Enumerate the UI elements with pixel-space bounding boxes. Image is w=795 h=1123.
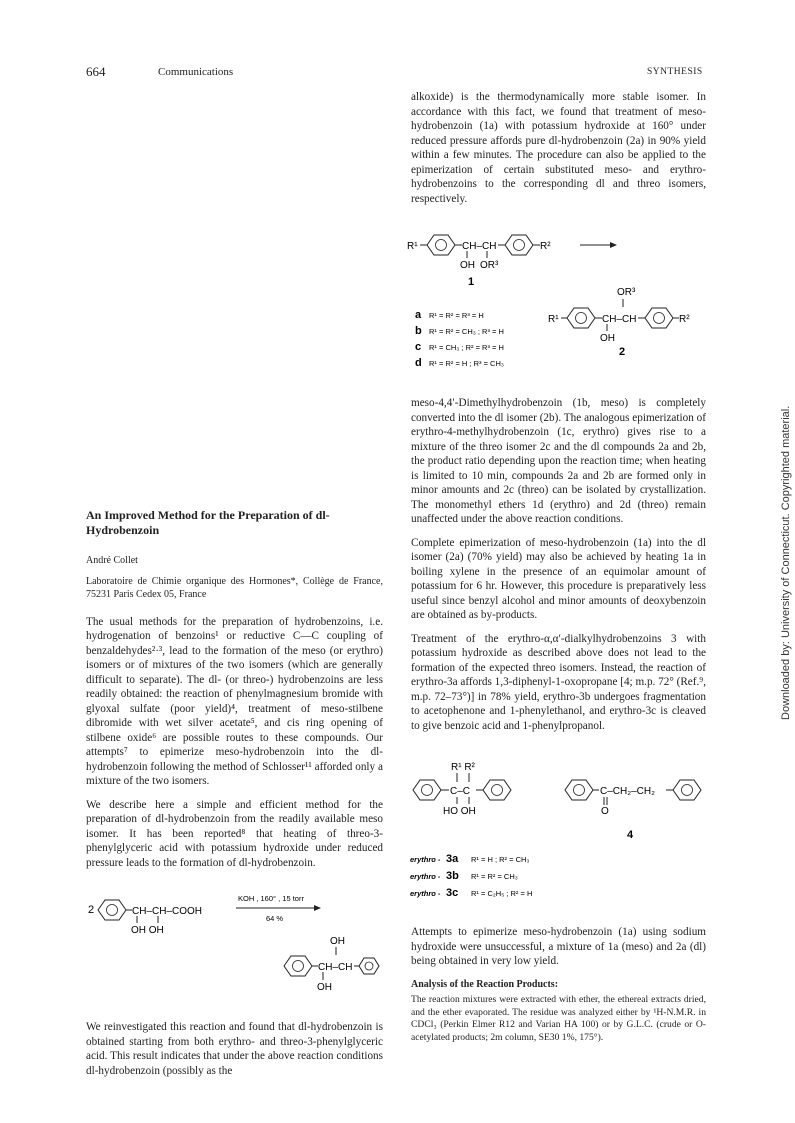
oh-top-label: OH: [330, 936, 345, 947]
paragraph: Treatment of the erythro-α,α′-dialkylhydrobenzoins 3 with potassium hydroxide as described above does not lead to the formation of the expected threo isomers. Instead, the reaction of erythro-3a affords 1,3-diphenyl-1-oxopropane [4; m.p. 72° (Ref.⁹, m.p. 72–73°)] in 78% yield, erythro-3b undergoes fragmentation to acetophenone and 1-phenylethanol, and erythro-3c is cleaved to give benzoic acid and 1-phenylpropanol.: [411, 632, 706, 732]
paragraph: Complete epimerization of meso-hydrobenzoin (1a) into the dl isomer (2a) (70% yield) may also be achieved by heating 1a in boiling xylene in the presence of an equimolar amount of potassium for 6 hr. However, this procedure is preparatively less useful since benzyl alcohol and minor amounts of deoxybenzoin are obtained as by-products.: [411, 536, 706, 621]
row-prefix: erythro -: [410, 855, 441, 864]
row-label: c: [415, 341, 422, 353]
analysis-text: The reaction mixtures were extracted with ether, the ethereal extracts dried, and the ether evaporated. The residue was analyzed either by ¹H-N.M.R. in CDCl₃ (Perkin Elmer R12 and Varian HA 100) or by G.L.C. (crude or O-acetylated products; 2m column, SE30 1%, 175°).: [411, 994, 706, 1043]
row-text: R¹ = CH₃ ; R² = R³ = H: [429, 343, 504, 352]
row-label: 3b: [446, 870, 459, 882]
benzene-ring: [673, 780, 701, 800]
row-label: 3c: [446, 887, 459, 899]
row-label: a: [415, 309, 422, 321]
compound-number-4: 4: [627, 829, 634, 841]
analysis-heading: Analysis of the Reaction Products:: [411, 978, 559, 990]
compound-number-2: 2: [619, 346, 626, 358]
r2-label: R²: [540, 241, 551, 252]
right-column-bottom: [411, 925, 706, 1044]
benzene-ring: [359, 958, 379, 974]
conditions-label: KOH , 160° , 15 torr: [238, 894, 304, 903]
or3-top-label: OR³: [617, 287, 636, 298]
substituent-list: [410, 853, 532, 899]
row-text: R¹ = R² = CH₃ ; R³ = H: [429, 327, 504, 336]
benzene-ring: [483, 780, 511, 800]
row-text: R¹ = R² = R³ = H: [429, 311, 484, 320]
article-title: An Improved Method for the Preparation of dl-Hydrobenzoin: [86, 508, 330, 537]
row-text: R¹ = H ; R² = CH₃: [471, 855, 530, 864]
left-column-bottom: [86, 1020, 383, 1087]
author: André Collet: [86, 555, 138, 566]
paragraph: We reinvestigated this reaction and found that dl-hydrobenzoin is obtained starting from both erythro- and threo-3-phenylglyceric acid. This result indicates that under the above reaction conditions dl-hydrobenzoin (possibly as the: [86, 1021, 383, 1077]
yield-label: 64 %: [266, 914, 284, 923]
substituent-list: [415, 309, 504, 369]
reaction-scheme-1: [405, 225, 725, 375]
chch-label: CH–CH: [462, 241, 497, 252]
chch-label: CH–CH: [602, 314, 637, 325]
r2-label: R²: [679, 314, 690, 325]
benzene-ring: [567, 308, 595, 328]
row-label: d: [415, 357, 422, 369]
right-column-top: [411, 90, 706, 215]
page-number: 664: [86, 64, 106, 79]
benzene-ring: [284, 956, 312, 976]
download-watermark: Downloaded by: University of Connecticut. Copyrighted material.: [780, 405, 792, 720]
paragraph: Attempts to epimerize meso-hydrobenzoin (1a) using sodium hydroxide were unsuccessful, a mixture of 1a (meso) and 2a (dl) being obtained in very low yield.: [411, 926, 706, 967]
acid-label: CH–CH–COOH: [132, 906, 203, 917]
row-prefix: erythro -: [410, 889, 441, 898]
paragraph: alkoxide) is the thermodynamically more stable isomer. In accordance with this fact, we found that treatment of meso-hydrobenzoin (1a) with potassium hydroxide at 160° under reduced pressure affords pure dl-hydrobenzoin (2a) in 90% yield within a few minutes. The procedure can also be applied to the epimerization of certain substituted meso- and erythro-hydrobenzoins to the corresponding dl and threo isomers, respectively.: [411, 91, 706, 205]
reaction-scheme-2: [405, 760, 725, 900]
oh-label: OH: [460, 260, 475, 271]
left-column: [86, 508, 383, 879]
reaction-scheme-3: [86, 888, 386, 993]
section-title: Communications: [158, 66, 234, 78]
paragraph: We describe here a simple and efficient method for the preparation of dl-hydrobenzoin from the readily available meso isomer. It has been reported⁸ that heating of threo-3-phenylglyceric acid with potassium hydroxide under reduced pressure leads to the formation of dl-hydrobenzoin.: [86, 798, 383, 869]
benzene-ring: [645, 308, 673, 328]
oh-bottom-label: OH: [600, 333, 615, 344]
row-prefix: erythro -: [410, 872, 441, 881]
chch-label: CH–CH: [318, 962, 353, 973]
cc-label: C–C: [450, 786, 471, 797]
oh-bottom-label: OH: [317, 982, 332, 993]
benzene-ring: [413, 780, 441, 800]
paragraph: The usual methods for the preparation of hydrobenzoins, i.e. hydrogenation of benzoins¹ or reductive C—C coupling of benzaldehydes²·³, lead to the formation of the meso (or erythro) isomers or of mixtures of the two isomers (which are generally difficult to separate). The dl- (or threo-) hydrobenzoins are less readily obtained: the reaction of phenylmagnesium bromide with glyoxal sulfate (poor yield)⁴, treatment of meso-stilbene dibromide with wet silver acetate⁵, and cis ring opening of stilbene oxide⁶ are possible routes to these compounds. Our attempts⁷ to epimerize meso-hydrobenzoin into the dl-hydrobenzoin following the method of Schlosser¹¹ afforded only a mixture of the two isomers.: [86, 615, 383, 787]
row-label: 3a: [446, 853, 459, 865]
journal-name: SYNTHESIS: [647, 67, 703, 77]
row-text: R¹ = C₂H₅ ; R² = H: [471, 889, 533, 898]
benzene-ring: [505, 235, 533, 255]
affiliation: Laboratoire de Chimie organique des Hormones*, Collège de France, 75231 Paris Cedex 05, France: [86, 575, 383, 600]
r1-label: R¹: [407, 241, 418, 252]
row-label: b: [415, 325, 422, 337]
ho-oh-label: HO OH: [443, 806, 476, 817]
row-text: R¹ = R² = CH₃: [471, 872, 518, 881]
r1r2-label: R¹ R²: [451, 762, 475, 773]
benzene-ring: [565, 780, 593, 800]
oxygen-label: O: [601, 806, 609, 817]
oh-oh-label: OH OH: [131, 925, 164, 936]
benzene-ring: [427, 235, 455, 255]
paragraph: meso-4,4′-Dimethylhydrobenzoin (1b, meso) is completely converted into the dl isomer (2b). The analogous epimerization of erythro-4-methylhydrobenzoin (1c, erythro) gives rise to a mixture of the threo isomer 2c and the dl compounds 2a and 2b, the product ratio depending upon the reaction time; when heating is limited to 10 min, compounds 2a and 2b are formed only in minor amounts and 2c (threo) can be isolated by crystallization. The monomethyl ethers 1d (erythro) and 2d (threo) remain unaffected under the above reaction conditions.: [411, 397, 706, 525]
row-text: R¹ = R² = H ; R³ = CH₃: [429, 359, 504, 368]
coefficient-label: 2: [88, 904, 95, 916]
r1-label: R¹: [548, 314, 559, 325]
ketone-label: C–CH₂–CH₂: [600, 786, 655, 797]
right-column-middle: [411, 396, 706, 742]
or3-label: OR³: [480, 260, 499, 271]
benzene-ring: [98, 900, 126, 920]
compound-number-1: 1: [468, 276, 475, 288]
